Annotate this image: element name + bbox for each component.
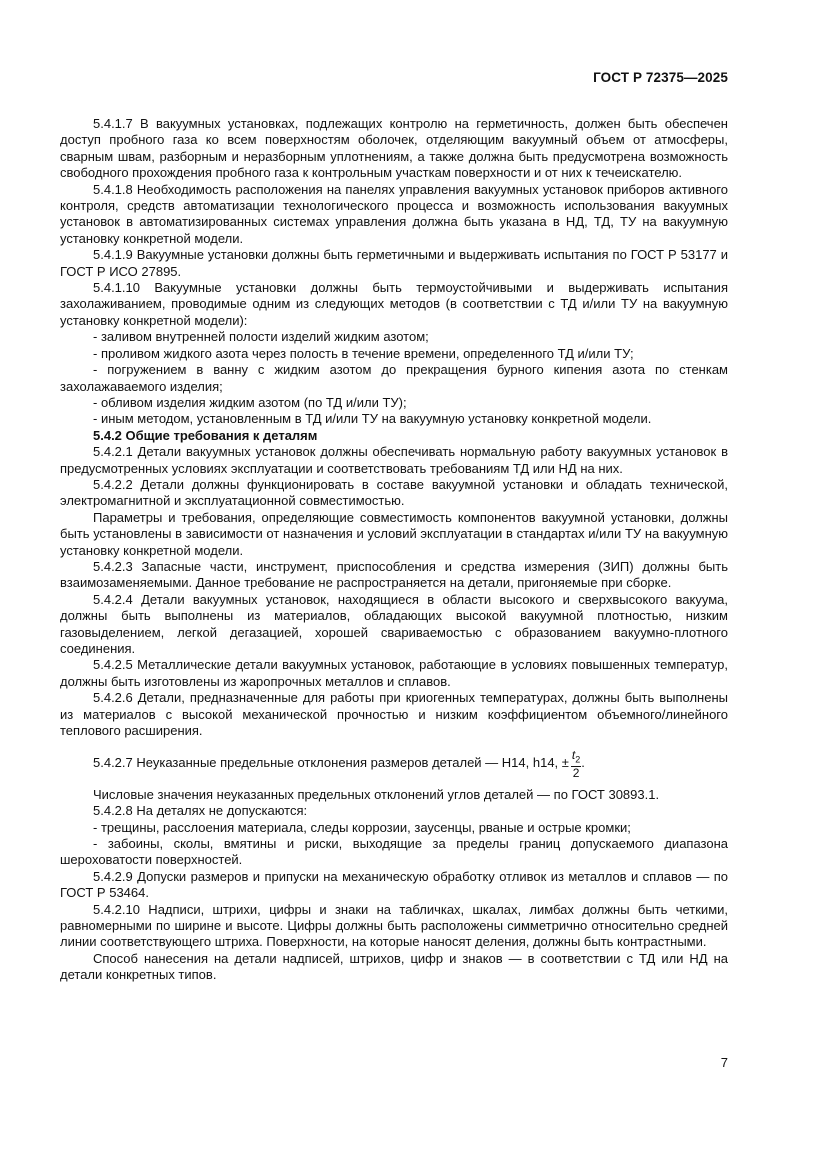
- paragraph-5-4-1-7: 5.4.1.7 В вакуумных установках, подлежащих контролю на герметичность, должен быть обеспечен доступ пробного газа ко всем поверхностям оболочек, отделяющим вакуумный объем от атмосферы, сварным швам, разборным и неразборным уплотнениям, а также должна быть предусмотрена возможность свободного прохождения пробного газа к контрольным участкам поверхности и от них к течеискателю.: [60, 116, 728, 181]
- paragraph-compatibility: Параметры и требования, определяющие совместимость компонентов вакуумной установки, должны быть установлены в зависимости от назначения и условий эксплуатации в стандартах и/или ТУ на вакуумную установку конкретной модели.: [60, 509, 728, 558]
- paragraph-5-4-2-10: 5.4.2.10 Надписи, штрихи, цифры и знаки на табличках, шкалах, лимбах должны быть четкими, равномерными по ширине и высоте. Цифры должны быть расположены симметрично относительно средней линии соответствующего штриха. Поверхности, на которые наносят деления, должны быть контрастными.: [60, 901, 728, 950]
- list-item: - трещины, расслоения материала, следы коррозии, заусенцы, рваные и острые кромки;: [93, 819, 631, 835]
- paragraph-5-4-2-5: 5.4.2.5 Металлические детали вакуумных установок, работающие в условиях повышенных температур, должны быть изготовлены из жаропрочных металлов и сплавов.: [60, 657, 728, 689]
- page-number: 7: [720, 1055, 728, 1070]
- paragraph-5-4-1-10: 5.4.1.10 Вакуумные установки должны быть термоустойчивыми и выдерживать испытания захолаживанием, проводимые одним из следующих методов (в соответствии с ТД и/или ТУ на вакуумную установку конкретной модели):: [60, 280, 728, 328]
- paragraph-5-4-1-9: 5.4.1.9 Вакуумные установки должны быть герметичными и выдерживать испытания по ГОСТ Р 53177 и ГОСТ Р ИСО 27895.: [60, 247, 728, 279]
- fraction: [571, 749, 581, 778]
- formula-text: 5.4.2.7 Неуказанные предельные отклонения размеров деталей — H14, h14, ±: [93, 755, 569, 771]
- fraction-numerator: $t_2$: [571, 748, 581, 765]
- paragraph-5-4-2-6: 5.4.2.6 Детали, предназначенные для работы при криогенных температурах, должны быть выполнены из материалов с высокой механической прочностью и низким коэффициентом объемного/линейного теплового расширения.: [60, 690, 728, 739]
- list-item: - забоины, сколы, вмятины и риски, выходящие за пределы границ допускаемого диапазона шероховатости поверхностей.: [60, 836, 728, 868]
- paragraph-5-4-2-2: 5.4.2.2 Детали должны функционировать в составе вакуумной установки и обладать технической, электромагнитной и эксплуатационной совместимостью.: [60, 476, 728, 509]
- document-header: ГОСТ Р 72375—2025: [593, 70, 728, 85]
- list-item: - заливом внутренней полости изделий жидким азотом;: [93, 329, 429, 345]
- paragraph-5-4-2-8: 5.4.2.8 На деталях не допускаются:: [93, 803, 308, 819]
- list-item: - обливом изделия жидким азотом (по ТД и/или ТУ);: [93, 394, 407, 410]
- paragraph-angle-deviations: Числовые значения неуказанных предельных отклонений углов деталей — по ГОСТ 30893.1.: [93, 786, 660, 802]
- list-item: - погружением в ванну с жидким азотом до прекращения бурного кипения азота по стенкам захолажаваемого изделия;: [60, 362, 728, 394]
- paragraph-marking-method: Способ нанесения на детали надписей, штрихов, цифр и знаков — в соответствии с ТД или НД на детали конкретных типов.: [60, 950, 728, 983]
- paragraph-5-4-2-9: 5.4.2.9 Допуски размеров и припуски на механическую обработку отливок из металлов и сплавов — по ГОСТ Р 53464.: [60, 868, 728, 901]
- paragraph-5-4-2-4: 5.4.2.4 Детали вакуумных установок, находящиеся в области высокого и сверхвысокого вакуума, должны быть выполнены из материалов, обладающих высокой вакуумной плотностью, низким газовыделением, легкой дегазацией, хорошей свариваемостью с образованием вакуумно-плотного соединения.: [60, 591, 728, 656]
- paragraph-5-4-2-7: [60, 749, 728, 778]
- section-heading-5-4-2: 5.4.2 Общие требования к деталям: [93, 427, 318, 443]
- paragraph-5-4-1-8: 5.4.1.8 Необходимость расположения на панелях управления вакуумных установок приборов активного контроля, средств автоматизации технологического процесса и возможность использования вакуумных установок в автоматизированных системах управления должна быть указана в НД, ТД, ТУ на вакуумную установку конкретной модели.: [60, 181, 728, 246]
- list-item: - проливом жидкого азота через полость в течение времени, определенного ТД и/или ТУ;: [93, 345, 634, 361]
- paragraph-5-4-2-1: 5.4.2.1 Детали вакуумных установок должны обеспечивать нормальную работу вакуумных установок в предусмотренных условиях эксплуатации и соответствовать требованиям ТД или НД на них.: [60, 444, 728, 476]
- list-item: - иным методом, установленным в ТД и/или ТУ на вакуумную установку конкретной модели.: [93, 411, 652, 427]
- paragraph-5-4-2-3: 5.4.2.3 Запасные части, инструмент, приспособления и средства измерения (ЗИП) должны быть взаимозаменяемыми. Данное требование не распространяется на детали, пригоняемые при сборке.: [60, 558, 728, 591]
- document-body: [60, 116, 728, 984]
- fraction-denominator: 2: [572, 765, 580, 780]
- formula-end: .: [581, 755, 585, 771]
